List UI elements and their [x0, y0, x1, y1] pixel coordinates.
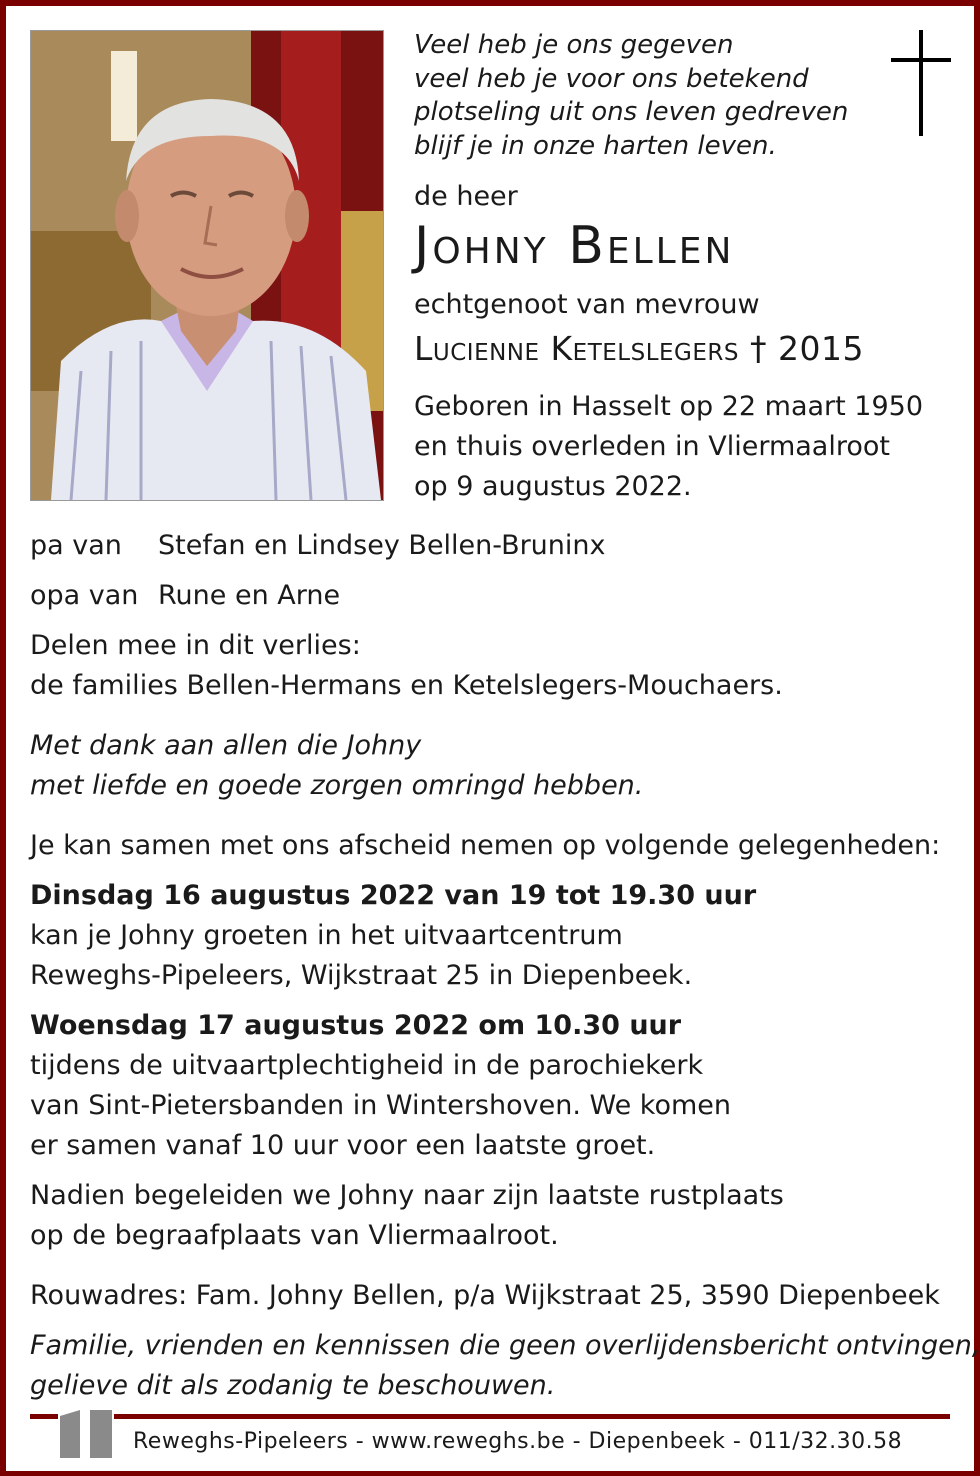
visit-line: Reweghs-Pipeleers, Wijkstraat 25 in Diepenbeek.: [30, 960, 693, 991]
portrait-photo: [30, 30, 384, 501]
share-intro: Delen mee in dit verlies:: [30, 630, 361, 661]
notice-line: gelieve dit als zodanig te beschouwen.: [30, 1370, 556, 1401]
thanks-line: Met dank aan allen die Johny: [30, 730, 422, 761]
opa-value: Rune en Arne: [158, 580, 341, 611]
thanks-line: met liefde en goede zorgen omringd hebben.: [30, 770, 644, 801]
funeral-line: er samen vanaf 10 uur voor een laatste groet.: [30, 1130, 656, 1161]
family-pa-row: [30, 526, 606, 566]
spouse-intro: echtgenoot van mevrouw: [414, 289, 760, 320]
farewell-intro: Je kan samen met ons afscheid nemen op volgende gelegenheden:: [30, 830, 941, 861]
poem-line: plotseling uit ons leven gedreven: [414, 97, 849, 127]
deceased-name: Johny Bellen: [414, 216, 735, 276]
poem-line: blijf je in onze harten leven.: [414, 130, 777, 161]
share-families: de families Bellen-Hermans en Ketelslegers-Mouchaers.: [30, 670, 783, 701]
opa-label: opa van: [30, 580, 139, 611]
life-line: op 9 augustus 2022.: [414, 471, 692, 502]
family-opa-row: [30, 576, 340, 616]
poem: [414, 29, 848, 163]
footer-divider: [30, 1414, 950, 1419]
funeral-line: tijdens de uitvaartplechtigheid in de parochiekerk: [30, 1050, 704, 1081]
notice-line: Familie, vrienden en kennissen die geen overlijdensbericht ontvingen,: [30, 1330, 980, 1361]
mourning-address: Rouwadres: Fam. Johny Bellen, p/a Wijkstraat 25, 3590 Diepenbeek: [30, 1280, 940, 1311]
visit-date: Dinsdag 16 augustus 2022 van 19 tot 19.30 uur: [30, 880, 757, 911]
funeral-date: Woensdag 17 augustus 2022 om 10.30 uur: [30, 1010, 682, 1041]
portrait-illustration: [31, 31, 383, 500]
burial-line: op de begraafplaats van Vliermaalroot.: [30, 1220, 559, 1251]
pa-value: Stefan en Lindsey Bellen-Bruninx: [158, 530, 606, 561]
life-line: Geboren in Hasselt op 22 maart 1950: [414, 391, 924, 422]
funeral-home-logo-icon: [58, 1406, 114, 1458]
poem-line: veel heb je voor ons betekend: [414, 63, 809, 94]
title-honorific: de heer: [414, 181, 518, 212]
spouse-name: Lucienne Ketelslegers † 2015: [414, 329, 864, 368]
footer-contact: Reweghs-Pipeleers - www.reweghs.be - Diepenbeek - 011/32.30.58: [133, 1429, 903, 1454]
cross-icon: [891, 30, 951, 136]
poem-line: Veel heb je ons gegeven: [414, 30, 734, 60]
visit-line: kan je Johny groeten in het uitvaartcentrum: [30, 920, 623, 951]
burial-line: Nadien begeleiden we Johny naar zijn laatste rustplaats: [30, 1180, 784, 1211]
pa-label: pa van: [30, 530, 122, 561]
funeral-line: van Sint-Pietersbanden in Wintershoven. We komen: [30, 1090, 732, 1121]
life-line: en thuis overleden in Vliermaalroot: [414, 431, 890, 462]
